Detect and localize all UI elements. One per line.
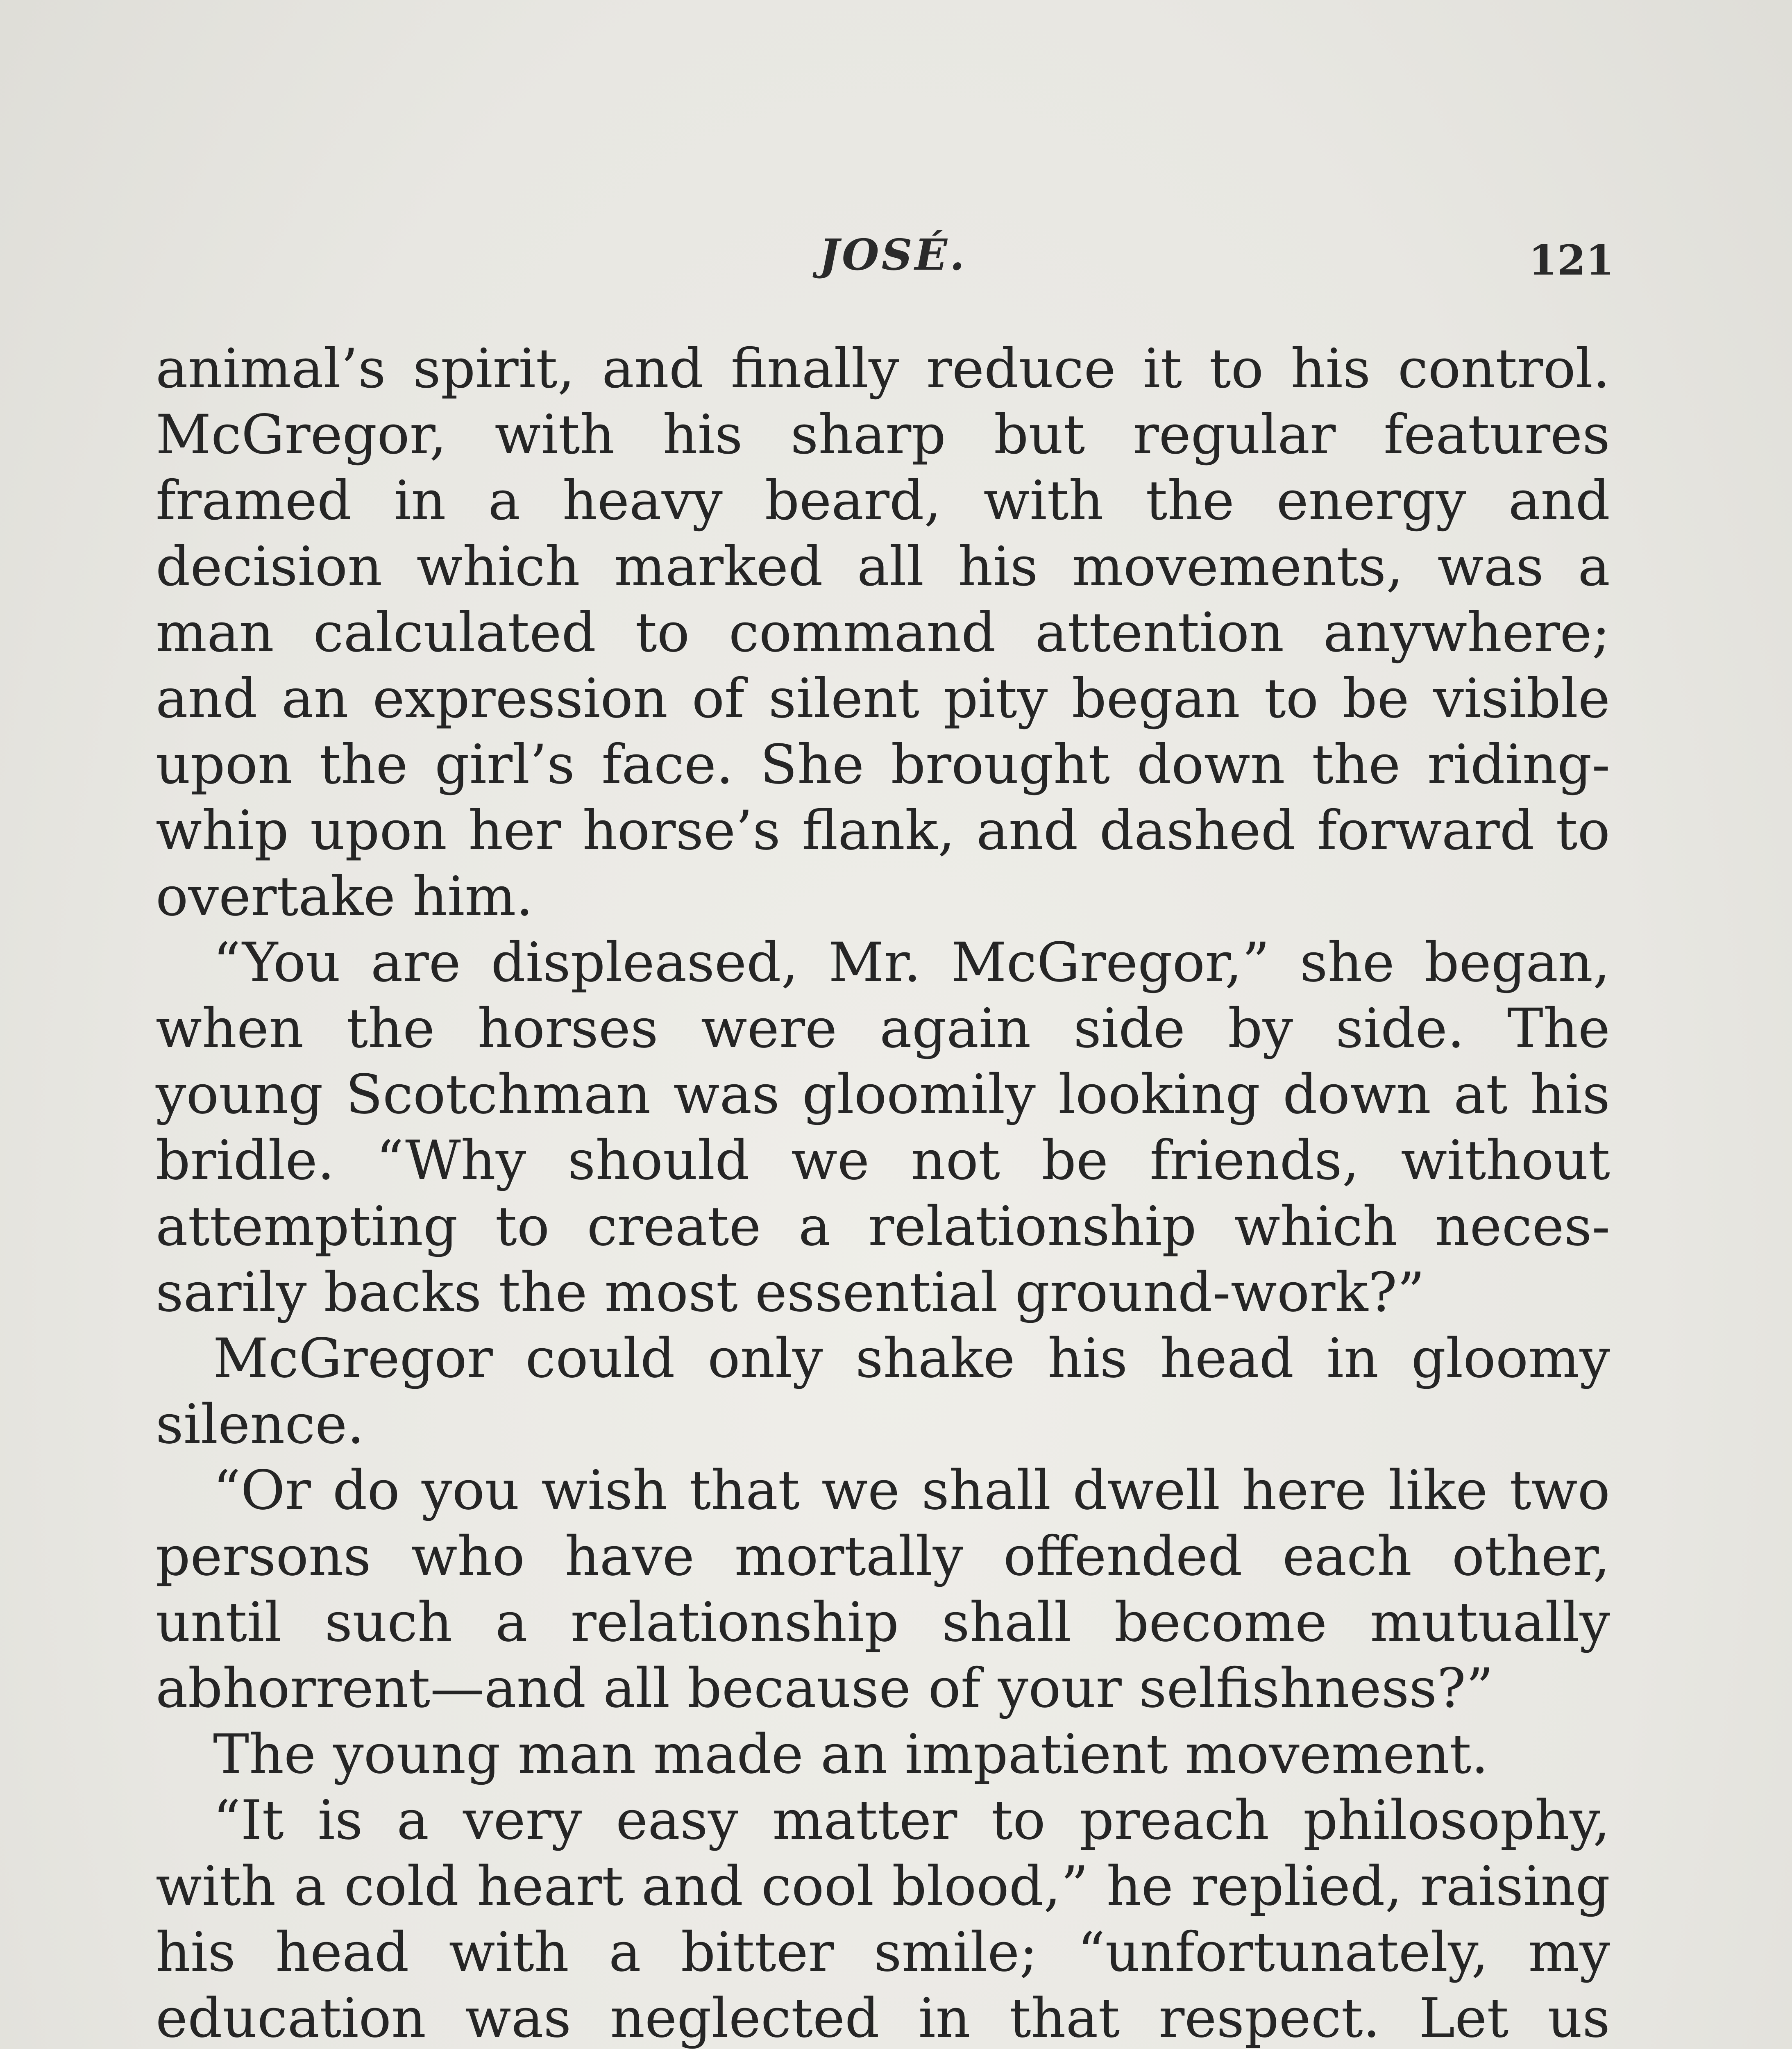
text-line: upon the girl’s face. She brought down the riding- [156, 733, 1610, 796]
text-line: man calculated to command attention anywhere; [156, 601, 1610, 664]
text-line: his head with a bitter smile; “unfortunately, my [156, 1921, 1610, 1984]
text-line: McGregor could only shake his head in gloomy [213, 1327, 1610, 1390]
text-line: decision which marked all his movements, was a [156, 535, 1610, 598]
running-title: JOSÉ. [819, 229, 967, 280]
text-line: until such a relationship shall become mutually [156, 1591, 1610, 1654]
text-line: young Scotchman was gloomily looking down at his [156, 1063, 1610, 1126]
text-line: with a cold heart and cool blood,” he replied, raising [156, 1855, 1610, 1918]
text-line: bridle. “Why should we not be friends, without [156, 1129, 1610, 1192]
text-line: and an expression of silent pity began to be visible [156, 667, 1610, 730]
text-line: “Or do you wish that we shall dwell here like two [213, 1459, 1610, 1522]
text-line: sarily backs the most essential ground-work?” [156, 1261, 1425, 1324]
text-line: when the horses were again side by side. The [156, 997, 1610, 1060]
text-line: persons who have mortally offended each other, [156, 1525, 1610, 1588]
body-text [156, 336, 1610, 2049]
text-line: framed in a heavy beard, with the energy and [156, 469, 1610, 532]
page-number: 121 [1529, 236, 1614, 284]
text-line: “It is a very easy matter to preach philosophy, [213, 1789, 1610, 1852]
text-line: whip upon her horse’s flank, and dashed forward to [156, 799, 1610, 862]
text-line: animal’s spirit, and finally reduce it to his control. [156, 337, 1610, 400]
text-line: abhorrent—and all because of your selfishness?” [156, 1657, 1494, 1720]
text-line: The young man made an impatient movement. [213, 1723, 1489, 1786]
text-line: McGregor, with his sharp but regular features [156, 403, 1610, 466]
text-line: attempting to create a relationship which neces- [156, 1195, 1610, 1258]
text-line: overtake him. [156, 865, 533, 928]
text-line: silence. [156, 1393, 365, 1456]
text-line: “You are displeased, Mr. McGregor,” she began, [213, 931, 1610, 994]
text-line: education was neglected in that respect. Let us [156, 1987, 1610, 2049]
page-header [156, 229, 1614, 287]
